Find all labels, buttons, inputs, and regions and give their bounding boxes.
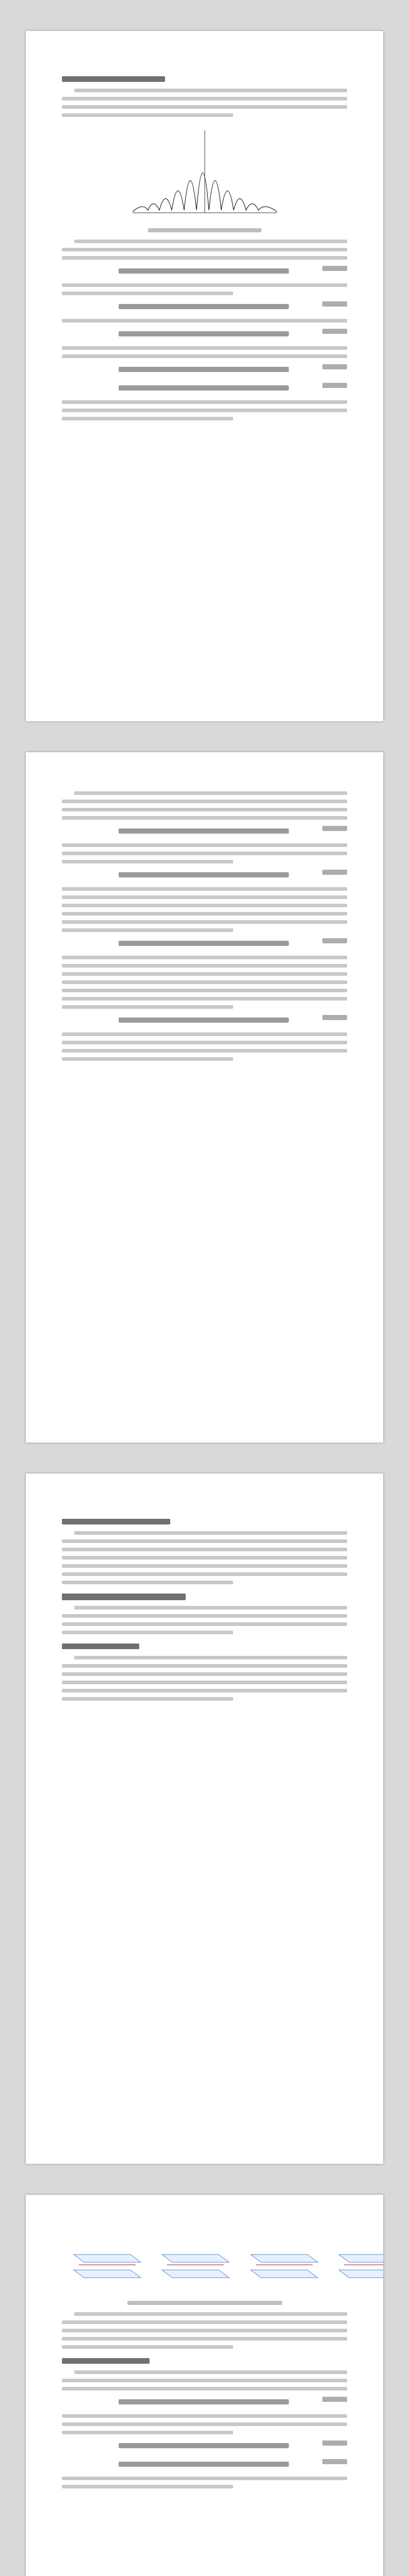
text-line [62,409,347,412]
paragraph [62,89,347,117]
equation-body [119,828,289,834]
text-line [62,887,347,891]
equation-body [119,2462,289,2467]
equation-number [322,266,347,271]
text-line [74,240,347,243]
text-line [62,2422,347,2426]
equation-body [119,2443,289,2448]
equation-number [322,2441,347,2446]
text-line [62,417,233,420]
text-line [62,1572,347,1576]
paragraph [62,956,347,1009]
equation-number [322,364,347,369]
layer-plane [339,2255,383,2262]
oscillation-plot [122,125,287,223]
paragraph [62,887,347,932]
text-line [62,319,347,323]
equation-number [322,383,347,388]
lattice-panel [157,2239,234,2286]
text-line [62,980,347,984]
equation-body [119,304,289,309]
text-line [62,2485,233,2488]
text-line [74,1606,347,1609]
text-line [62,105,347,109]
page-3 [26,1473,383,2164]
text-line [62,972,347,976]
paragraph [62,319,347,323]
text-line [62,256,347,260]
equation-body [119,385,289,391]
equation-row [62,363,347,376]
equation-body [119,331,289,336]
text-line [62,816,347,820]
text-line [62,1556,347,1560]
equation-row [62,265,347,277]
equation-body [119,268,289,274]
text-line [62,1564,347,1568]
lattice-panel-drawing [69,2239,146,2286]
page-2 [26,752,383,1443]
page-3-content [62,1510,347,2128]
text-line [62,1005,233,1009]
equation-number [322,2397,347,2402]
text-line [62,800,347,803]
text-line [62,1689,347,1692]
lattice-panel [334,2239,383,2286]
text-line [62,1664,347,1668]
layer-plane [162,2255,229,2262]
text-line [62,354,347,358]
layer-plane [74,2255,141,2262]
section-heading [62,74,347,84]
equation-body [119,872,289,877]
page-1 [26,31,383,721]
paragraph [62,1606,347,1634]
text-line [62,964,347,968]
text-line [62,920,347,924]
text-line [62,113,233,117]
equation-row [62,825,347,837]
paragraph [62,1656,347,1701]
layer-plane [74,2270,141,2278]
text-line [62,1548,347,1551]
paragraph [62,346,347,358]
equation-number [322,301,347,307]
text-line [62,2329,347,2332]
paragraph [62,240,347,260]
lattice-panel-drawing [157,2239,234,2286]
text-line [74,1656,347,1659]
layer-plane [251,2255,318,2262]
equation-row [62,869,347,881]
equation-row [62,2439,347,2452]
page-4 [26,2195,383,2576]
layer-plane [162,2270,229,2278]
text-line [62,2387,347,2391]
text-line [62,956,347,959]
section-heading-placeholder [62,1519,170,1524]
text-line [62,997,347,1001]
paragraph [62,2414,347,2434]
text-line [62,283,347,287]
text-line [62,248,347,251]
equation-row [62,382,347,394]
layer-plane [339,2270,383,2278]
paragraph [62,2312,347,2349]
text-line [62,2477,347,2480]
equation-body [119,1018,289,1023]
paragraph [62,1032,347,1061]
text-line [62,2431,233,2434]
subsection-heading-placeholder [62,2358,150,2364]
equation-row [62,2396,347,2408]
text-line [62,1041,347,1044]
equation-number [322,329,347,334]
text-line [62,97,347,100]
text-line [62,928,233,932]
text-line [62,2345,233,2349]
page-4-content [62,2231,347,2576]
page-2-content [62,788,347,1406]
text-line [62,1681,347,1684]
equation-number [322,870,347,875]
equation-body [119,2399,289,2404]
lattice-panel-drawing [246,2239,323,2286]
text-line [62,2320,347,2324]
equation-body [119,367,289,372]
text-line [62,904,347,907]
subsection-heading-placeholder [62,1643,139,1649]
paragraph [62,791,347,820]
paragraph [62,1531,347,1584]
text-line [62,1057,233,1061]
text-line [74,2312,347,2316]
text-line [62,1032,347,1036]
figure-caption [127,2301,282,2305]
text-line [62,912,347,916]
text-line [62,400,347,404]
bloch-oscillation-figure [122,125,287,223]
text-line [74,791,347,795]
text-line [62,843,347,847]
text-line [74,2370,347,2374]
text-line [62,1631,233,1634]
figure-caption [148,228,261,232]
section-heading [62,1517,347,1527]
equation-row [62,937,347,950]
text-line [74,89,347,92]
page-1-content [62,67,347,685]
section-heading [62,1591,347,1602]
section-heading-placeholder [62,76,165,82]
text-line [62,292,233,295]
paragraph [62,2370,347,2391]
paragraph [62,400,347,420]
text-line [62,1581,233,1584]
equation-row [62,300,347,313]
text-line [62,1614,347,1618]
text-line [62,1049,347,1053]
section-heading-placeholder [62,1594,186,1600]
text-line [62,808,347,811]
text-line [62,1539,347,1543]
paragraph [62,843,347,863]
text-line [62,852,347,855]
lattice-panel [69,2239,146,2286]
text-line [62,2379,347,2382]
equation-row [62,2458,347,2470]
text-line [62,860,233,863]
text-line [74,1531,347,1535]
text-line [62,346,347,350]
text-line [62,2337,347,2341]
text-line [62,895,347,899]
subsection-heading [62,2356,347,2366]
layer-plane [251,2270,318,2278]
text-line [62,989,347,992]
equation-number [322,938,347,943]
equation-row [62,1014,347,1026]
subsection-heading [62,1641,347,1652]
lattice-panels-figure [62,2239,383,2296]
equation-body [119,941,289,946]
equation-number [322,1015,347,1020]
text-line [62,1622,347,1626]
text-line [62,1672,347,1676]
paragraph [62,283,347,295]
equation-row [62,328,347,340]
text-line [62,1697,233,1701]
equation-number [322,826,347,831]
paragraph [62,2477,347,2488]
lattice-panel-drawing [334,2239,383,2286]
text-line [62,2414,347,2418]
equation-number [322,2459,347,2464]
lattice-panel [246,2239,323,2286]
